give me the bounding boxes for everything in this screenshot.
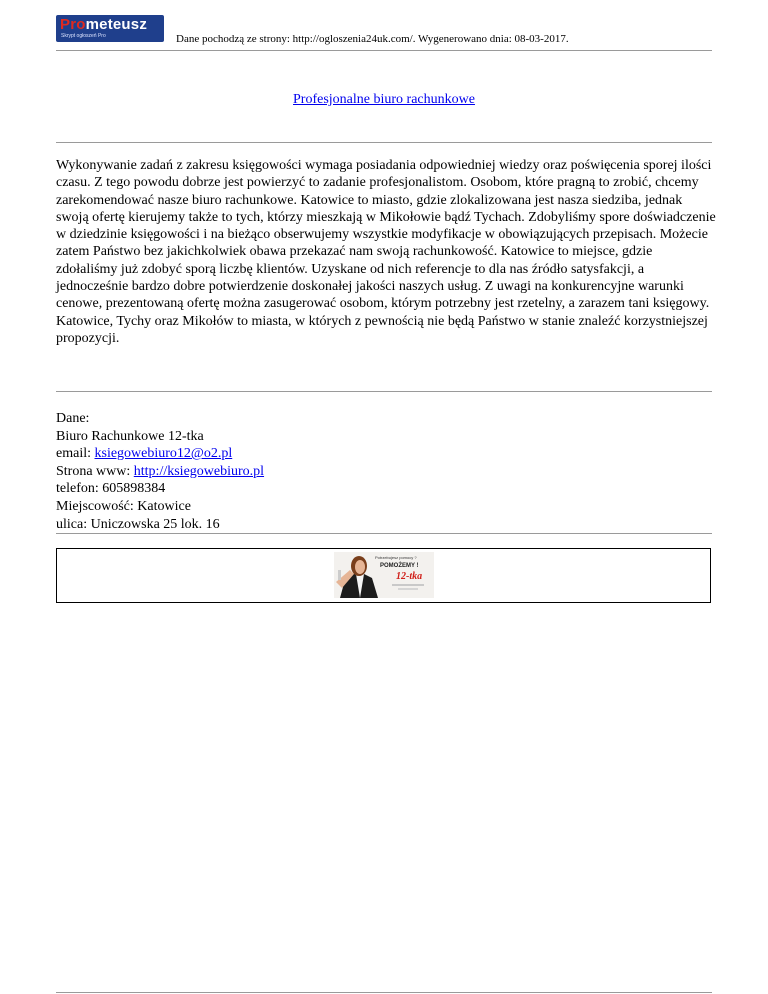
title-divider bbox=[56, 142, 712, 143]
contact-street: ulica: Uniczowska 25 lok. 16 bbox=[56, 516, 220, 532]
footer-divider bbox=[56, 992, 712, 993]
contact-company: Biuro Rachunkowe 12-tka bbox=[56, 428, 204, 444]
banner-slogan: POMOŻEMY ! bbox=[380, 563, 419, 569]
logo-tagline: Skrypt ogłoszeń Pro bbox=[61, 33, 106, 39]
contact-city: Miejscowość: Katowice bbox=[56, 498, 191, 514]
banner-question: Potrzebujesz pomocy ? bbox=[375, 555, 417, 560]
contact-heading: Dane: bbox=[56, 411, 90, 426]
source-note: Dane pochodzą ze strony: http://ogloszenia24uk.com/. Wygenerowano dnia: 08-03-2017. bbox=[176, 33, 569, 45]
logo-wordmark: Prometeusz bbox=[60, 16, 148, 33]
email-label: email: bbox=[56, 446, 95, 462]
header-divider bbox=[56, 50, 712, 51]
advert-banner-image[interactable] bbox=[334, 552, 434, 598]
description-divider bbox=[56, 391, 712, 392]
contact-divider bbox=[56, 533, 712, 534]
contact-details bbox=[56, 410, 656, 533]
listing-description: Wykonywanie zadań z zakresu księgowości wymaga posiadania odpowiedniej wiedzy oraz poświęcenia sporej ilości czasu. Z tego powodu dobrze jest powierzyć to zadanie profesjonalistom. Osobom, które pragną to zrobić, chcemy zarekomendować nasze biuro rachunkowe. Katowice to miasto, gdzie zlokalizowana jest nasza siedziba, jednak swoją ofertę kierujemy także to tych, którzy mieszkają w Mikołowie bądź Tychach. Zdobyliśmy spore doświadczenie w dziedzinie księgowości i na bieżąco obserwujemy wszystkie modyfikacje w obowiązujących przepisach. Możecie zatem Państwo bez jakichkolwiek obawa przekazać nam swoją rachunkowość. Katowice to miejsce, gdzie zdołaliśmy już zdobyć sporą liczbę klientów. Uzyskane od nich referencje to dla nas źródło satysfakcji, a jednocześnie bardzo dobre potwierdzenie doskonałej jakości naszych usług. Z uwagi na konkurencyjne warunki cenowe, prezentowaną ofertę można zasugerować osobom, którym potrzebny jest rzetelny, a zarazem tani księgowy. Katowice, Tychy oraz Mikołów to miasta, w których z pewnością nie będą Państwo w stanie znaleźć korzystniejszej propozycji. bbox=[56, 158, 716, 346]
prometeusz-logo bbox=[56, 15, 164, 42]
www-link[interactable]: http://ksiegowebiuro.pl bbox=[133, 463, 265, 479]
banner-frame bbox=[56, 548, 711, 603]
banner-brand: 12-tka bbox=[396, 571, 423, 582]
contact-phone: telefon: 605898384 bbox=[56, 481, 166, 497]
listing-title-link[interactable]: Profesjonalne biuro rachunkowe bbox=[293, 92, 475, 107]
contact-www-row bbox=[56, 463, 656, 481]
email-link[interactable]: ksiegowebiuro12@o2.pl bbox=[94, 446, 233, 462]
contact-email-row bbox=[56, 445, 656, 463]
www-label: Strona www: bbox=[56, 463, 134, 479]
